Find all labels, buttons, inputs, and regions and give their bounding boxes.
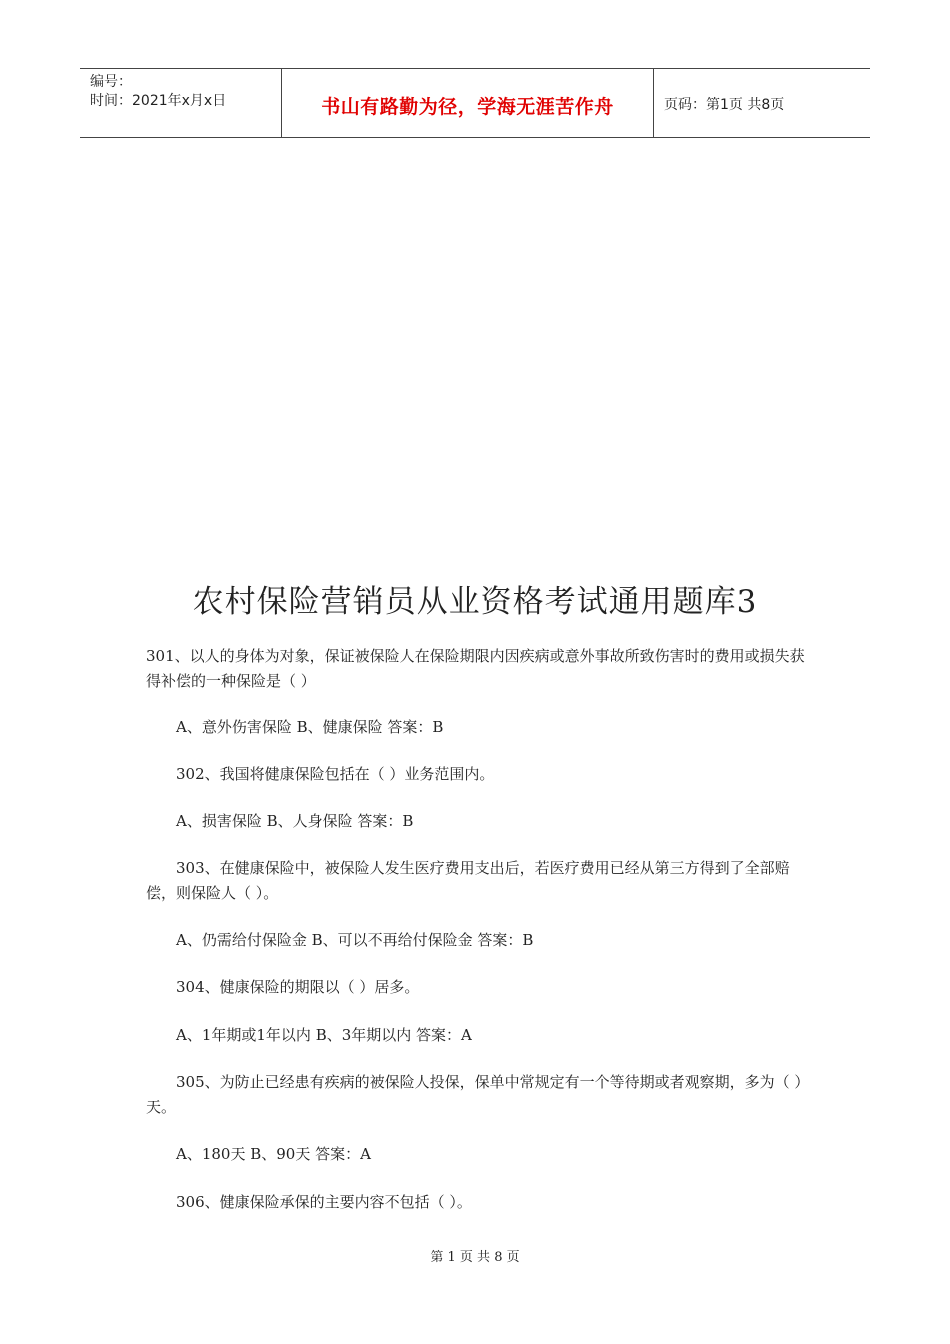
question-301: 301、以人的身体为对象，保证被保险人在保险期限内因疾病或意外事故所致伤害时的费用或损失获得补偿的一种保险是（ ）	[146, 647, 805, 690]
question-303: 303、在健康保险中，被保险人发生医疗费用支出后，若医疗费用已经从第三方得到了全部赔偿，则保险人（ ）。	[146, 859, 790, 902]
answer-303: A、仍需给付保险金 B、可以不再给付保险金 答案：B	[176, 931, 534, 949]
answer-304: A、1年期或1年以内 B、3年期以内 答案：A	[176, 1026, 472, 1044]
answer-302: A、损害保险 B、人身保险 答案：B	[176, 812, 414, 830]
code-label: 编号：	[90, 74, 132, 90]
answer-301: A、意外伤害保险 B、健康保险 答案：B	[176, 718, 444, 736]
question-304: 304、健康保险的期限以（ ）居多。	[176, 978, 420, 996]
answer-305: A、180天 B、90天 答案：A	[176, 1145, 371, 1163]
question-302: 302、我国将健康保险包括在（ ）业务范围内。	[176, 765, 495, 783]
header-page-number: 页码：第1页 共8页	[664, 97, 785, 113]
header-motto: 书山有路勤为径，学海无涯苦作舟	[282, 69, 654, 137]
document-title: 农村保险营销员从业资格考试通用题库3	[192, 584, 758, 620]
page-footer: 第 1 页 共 8 页	[430, 1250, 520, 1265]
question-306: 306、健康保险承保的主要内容不包括（ ）。	[176, 1193, 472, 1211]
question-305: 305、为防止已经患有疾病的被保险人投保，保单中常规定有一个等待期或者观察期，多为（ ）天。	[146, 1073, 810, 1116]
header-meta	[80, 69, 282, 137]
page-header	[80, 68, 870, 138]
date-label: 时间：2021年x月x日	[90, 93, 227, 109]
